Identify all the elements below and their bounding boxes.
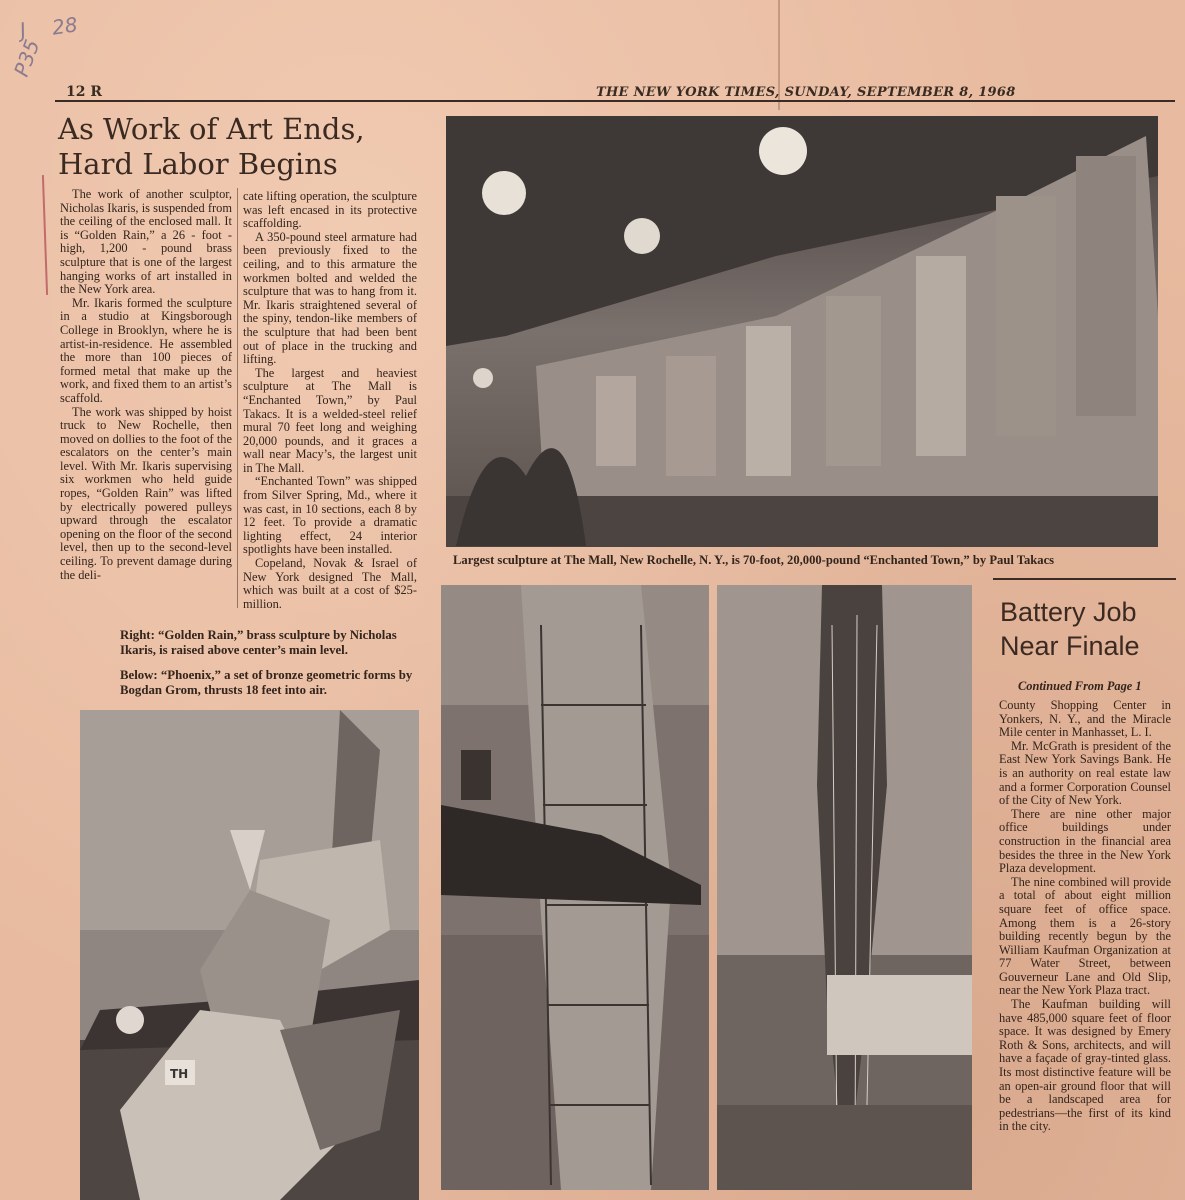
paragraph: There are nine other major office buildings under construction in the financial area besides the three in the New York Plaza development.	[999, 806, 1171, 876]
headline-line-1: As Work of Art Ends,	[58, 112, 365, 146]
photo-captions	[120, 628, 425, 708]
continued-label: Continued From Page 1	[1018, 679, 1142, 693]
photo-golden-rain-installed-image	[717, 585, 972, 1190]
handwritten-note-j: J	[17, 17, 29, 43]
photo-golden-rain-scaffold	[441, 585, 709, 1190]
headline-line-2: Hard Labor Begins	[58, 147, 338, 181]
sidebar-column	[999, 699, 1171, 1134]
photo-enchanted-town	[446, 116, 1158, 547]
paragraph: Copeland, Novak & Israel of New York designed The Mall, which was built at a cost of $25-million.	[243, 556, 417, 611]
handwritten-note-p35: P35	[9, 36, 45, 80]
photo-enchanted-town-image	[446, 116, 1158, 547]
sign-text: TH	[170, 1067, 189, 1081]
masthead: THE NEW YORK TIMES, SUNDAY, SEPTEMBER 8, 1968	[596, 85, 1016, 100]
sidebar-headline-line-2: Near Finale	[1000, 631, 1140, 661]
below-caption: Below: “Phoenix,” a set of bronze geometric forms by Bogdan Grom, thrusts 18 feet into air.	[120, 668, 413, 697]
column-rule	[237, 188, 238, 608]
page-number: 12 R	[66, 84, 102, 100]
paragraph: The nine combined will provide a total of about eight million square feet of office space. Among them is a 26-story building recently begun by the William Kaufman Organization at 77 Water Street, between Gouverneur Lane and Old Slip, near the New York Plaza tract.	[999, 874, 1171, 998]
top-photo-caption: Largest sculpture at The Mall, New Rochelle, N. Y., is 70-foot, 20,000-pound “Enchanted Town,” by Paul Takacs	[453, 553, 1055, 567]
paragraph: The work of another sculptor, Nicholas Ikaris, is suspended from the ceiling of the enclosed mall. It is “Golden Rain,” a 26 - foot - high, 1,200 - pound brass sculpture that is one of the largest hanging works of art installed in the New York area.	[60, 187, 232, 297]
paragraph: The work was shipped by hoist truck to New Rochelle, then moved on dollies to the foot of the escalators on the center’s main level. With Mr. Ikaris supervising six workmen who held guide ropes, “Golden Rain” was lifted by electrically powered pulleys upward through the escalator opening on the floor of the second level, then up to the second-level ceiling. To prevent damage during the deli-	[60, 404, 232, 582]
paragraph: Mr. McGrath is president of the East New York Savings Bank. He is an authority on real estate law and a former Corporation Counsel of the City of New York.	[999, 738, 1171, 808]
sidebar-rule	[993, 578, 1176, 580]
handwritten-note-28: 28	[50, 12, 79, 40]
paragraph: Mr. Ikaris formed the sculpture in a studio at Kingsborough College in Brooklyn, where he is artist-in-residence. He assembled the more than 100 pieces of formed metal that make up the work, and fixed them to an artist’s scaffold.	[60, 295, 232, 405]
photo-phoenix-image	[80, 710, 419, 1200]
article-column-2	[243, 190, 417, 611]
paragraph: cate lifting operation, the sculpture was left encased in its protective scaffolding.	[243, 189, 417, 231]
paragraph: County Shopping Center in Yonkers, N. Y., and the Miracle Mile center in Manhasset, L. I.	[999, 698, 1171, 740]
photo-golden-rain-installed	[717, 585, 972, 1190]
photo-golden-rain-scaffold-image	[441, 585, 709, 1190]
sidebar-headline-line-1: Battery Job	[1000, 597, 1137, 627]
paragraph: “Enchanted Town” was shipped from Silver Spring, Md., where it was cast, in 10 sections, each 8 by 12 feet. To provide a dramatic lighting effect, 24 interior spotlights have been installed.	[243, 474, 417, 557]
sidebar-headline	[1000, 595, 1180, 663]
article-column-1	[60, 188, 232, 582]
photo-phoenix	[80, 710, 419, 1200]
right-caption: Right: “Golden Rain,” brass sculpture by Nicholas Ikaris, is raised above center’s main level.	[120, 628, 397, 657]
paragraph: The largest and heaviest sculpture at The Mall is “Enchanted Town,” by Paul Takacs. It is a welded-steel relief mural 70 feet long and weighing 20,000 pounds, and it graces a wall near Macy’s, the largest unit in The Mall.	[243, 365, 417, 475]
paragraph: A 350-pound steel armature had been previously fixed to the ceiling, and to this armature the workmen bolted and welded the sculpture that was to hang from it. Mr. Ikaris straightened several of the spiny, tendon-like members of the sculpture that had been bent out of place in the trucking and lifting.	[243, 229, 417, 367]
header-rule	[55, 100, 1175, 102]
paragraph: The Kaufman building will have 485,000 square feet of floor space. It was designed by Emery Roth & Sons, architects, and will have a façade of gray-tinted glass. Its most distinctive feature will be an open-air ground floor that will be a landscaped area for pedestrians—the first of its kind in the city.	[999, 997, 1171, 1134]
article-headline	[58, 112, 438, 182]
